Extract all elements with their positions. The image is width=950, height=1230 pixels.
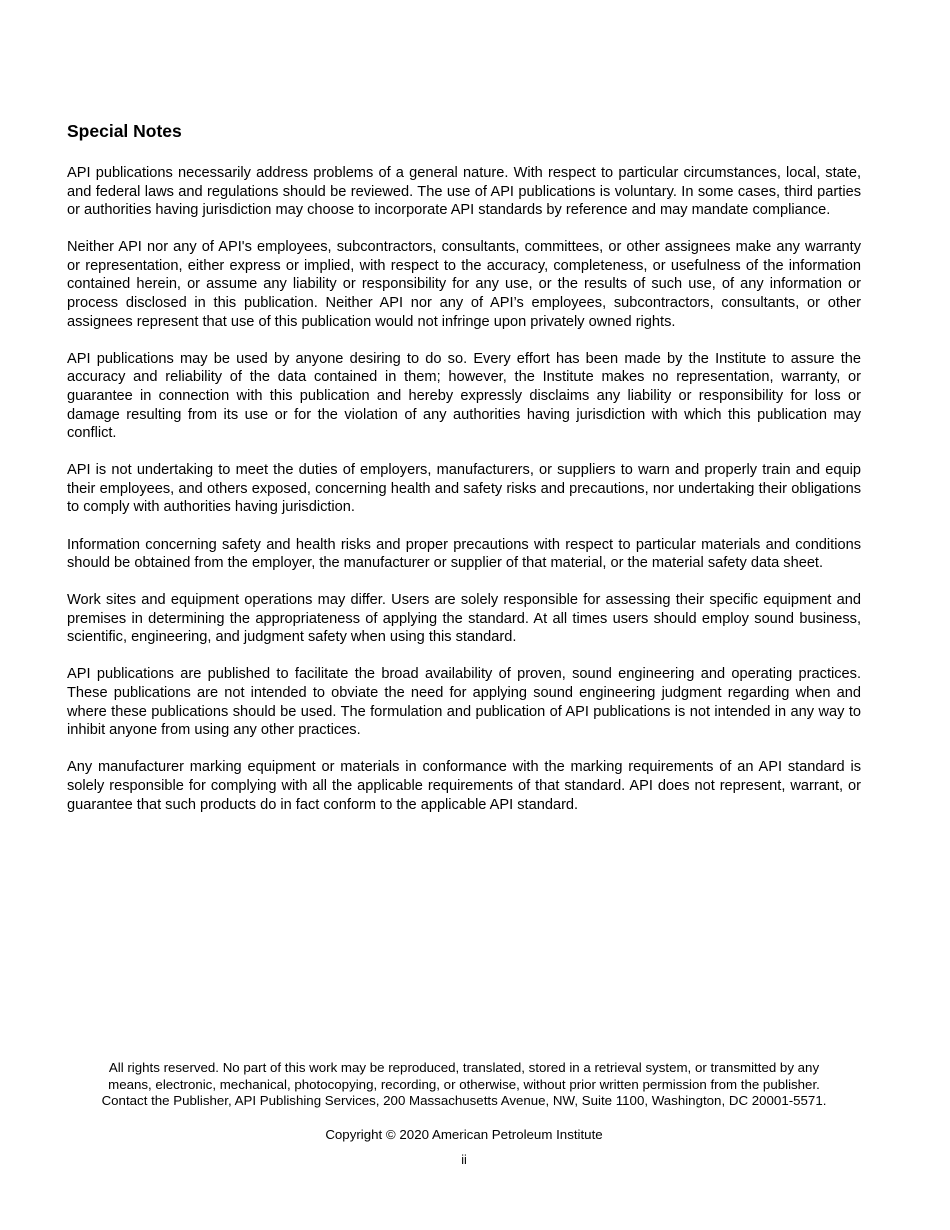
page-title: Special Notes [67, 121, 182, 141]
paragraph-voluntary-use: API publications necessarily address problems of a general nature. With respect to particular circumstances, local, state, and federal laws and regulations should be reviewed. The use of API publications is voluntary. In some cases, third parties or authorities having jurisdiction may choose to incorporate API standards by reference and may mandate compliance. [67, 165, 861, 219]
special-notes-body [67, 164, 861, 833]
paragraph-use-disclaimer: API publications may be used by anyone desiring to do so. Every effort has been made by the Institute to assure the accuracy and reliability of the data contained in them; however, the Institute makes no representation, warranty, or guarantee in connection with this publication and hereby expressly disclaims any liability or responsibility for loss or damage resulting from its use or for the violation of any authorities having jurisdiction with which this publication may conflict. [67, 350, 861, 442]
paragraph-publication-purpose: API publications are published to facilitate the broad availability of proven, sound engineering and operating practices. These publications are not intended to obviate the need for applying sound engineering judgment regarding when and where these publications should be used. The formulation and publication of API publications is not intended in any way to inhibit anyone from using any other practices. [67, 666, 861, 739]
rights-line: means, electronic, mechanical, photocopying, recording, or otherwise, without prior written permission from the publisher. [108, 1076, 820, 1092]
paragraph-work-sites: Work sites and equipment operations may differ. Users are solely responsible for assessing their specific equipment and premises in determining the appropriateness of applying the standard. At all times users should employ sound business, scientific, engineering, and judgment safety when using this standard. [67, 592, 861, 646]
paragraph-employer-duties: API is not undertaking to meet the duties of employers, manufacturers, or suppliers to warn and properly train and equip their employees, and others exposed, concerning health and safety risks and precautions, nor undertaking their obligations to comply with authorities having jurisdiction. [67, 462, 861, 516]
rights-line: All rights reserved. No part of this work may be reproduced, translated, stored in a retrieval system, or transmitted by any [108, 1060, 820, 1075]
paragraph-no-warranty: Neither API nor any of API's employees, subcontractors, consultants, committees, or other assignees make any warranty or representation, either express or implied, with respect to the accuracy, completeness, or usefulness of the information contained herein, or assume any liability or responsibility for any use, or the results of such use, of any information or process disclosed in this publication. Neither API nor any of API’s employees, subcontractors, consultants, or other assignees represent that use of this publication would not infringe upon privately owned rights. [67, 239, 861, 330]
rights-notice [67, 1060, 861, 1110]
copyright-notice: Copyright © 2020 American Petroleum Institute [325, 1127, 603, 1142]
page-number: ii [461, 1153, 467, 1167]
paragraph-safety-information: Information concerning safety and health risks and proper precautions with respect to particular materials and conditions should be obtained from the employer, the manufacturer or supplier of that material, or the material safety data sheet. [67, 536, 861, 572]
rights-line: Contact the Publisher, API Publishing Services, 200 Massachusetts Avenue, NW, Suite 1100, Washington, DC 20001-5571. [101, 1093, 827, 1108]
paragraph-marking-responsibility: Any manufacturer marking equipment or materials in conformance with the marking requirements of an API standard is solely responsible for complying with all the applicable requirements of that standard. API does not represent, warrant, or guarantee that such products do in fact conform to the applicable API standard. [67, 759, 861, 813]
